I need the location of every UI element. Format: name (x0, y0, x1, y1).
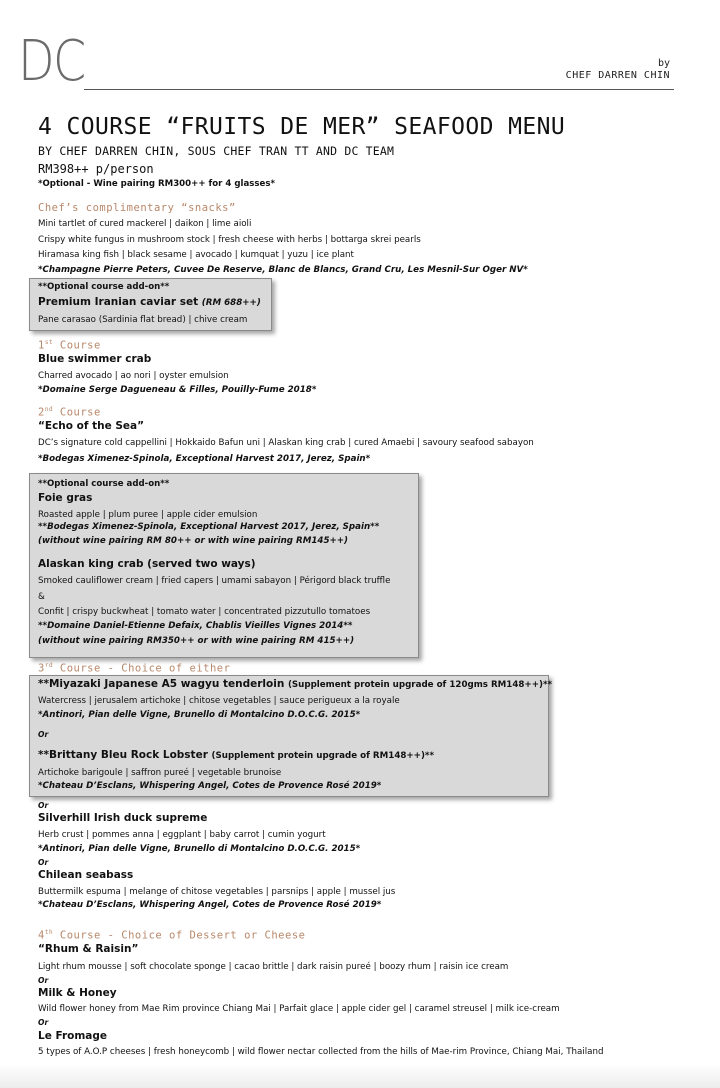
caviar-desc: Pane carasao (Sardinia flat bread) | chive cream (38, 315, 248, 325)
course1-heading (38, 339, 101, 352)
seabass-wine: *Chateau D’Esclans, Whispering Angel, Cotes de Provence Rosé 2019* (38, 900, 382, 910)
foie-gras-price: (without wine pairing RM 80++ or with wine pairing RM145++) (38, 536, 349, 546)
course-label: Course (53, 339, 101, 352)
chef-name: CHEF DARREN CHIN (565, 70, 670, 81)
course3-heading (38, 662, 230, 675)
menu-title: 4 COURSE “FRUITS DE MER” SEAFOOD MENU (38, 114, 566, 140)
by-text: by (657, 58, 670, 69)
or-separator: Or (38, 858, 49, 867)
wagyu-name: **Miyazaki Japanese A5 wagyu tenderloin (38, 678, 285, 690)
or-separator: Or (38, 976, 49, 985)
course1-wine: *Domaine Serge Dagueneau & Filles, Pouilly-Fume 2018* (38, 385, 317, 395)
course-suffix: th (44, 929, 54, 936)
course-label: Course (53, 406, 101, 419)
dessert-le-fromage-desc: 5 types of A.O.P cheeses | fresh honeycomb | wild flower nectar collected from the hills of Mae-rim Province, Chiang Mai, Thailand (38, 1047, 604, 1057)
caviar-price: (RM 688++) (201, 298, 261, 308)
foie-gras-wine: **Bodegas Ximenez-Spinola, Exceptional Harvest 2017, Jerez, Spain** (38, 522, 380, 532)
or-separator: Or (38, 730, 49, 739)
duck-dish: Silverhill Irish duck supreme (38, 812, 208, 824)
snack-item: Mini tartlet of cured mackerel | daikon | lime aioli (38, 219, 252, 229)
duck-wine: *Antinori, Pian delle Vigne, Brunello di Montalcino D.O.C.G. 2015* (38, 844, 361, 854)
course2-heading (38, 406, 101, 419)
seabass-desc: Buttermilk espuma | melange of chitose vegetables | parsnips | apple | mussel jus (38, 887, 396, 897)
foie-gras-dish: Foie gras (38, 492, 93, 504)
king-crab-confit: Confit | crispy buckwheat | tomato water | concentrated pizzutullo tomatoes (38, 607, 371, 617)
menu-price: RM398++ p/person (38, 162, 154, 176)
snack-item: Crispy white fungus in mushroom stock | fresh cheese with herbs | bottarga skrei pearls (38, 235, 421, 245)
lobster-name: **Brittany Bleu Rock Lobster (38, 749, 208, 761)
snacks-wine: *Champagne Pierre Peters, Cuvee De Reserve, Blanc de Blancs, Grand Cru, Les Mesnil-Sur Oger NV* (38, 265, 528, 275)
king-crab-price: (without wine pairing RM350++ or with wine pairing RM 415++) (38, 636, 355, 646)
wagyu-supplement: (Supplement protein upgrade of 120gms RM148++)** (287, 680, 553, 690)
addon-label: **Optional course add-on** (38, 479, 170, 489)
foie-gras-desc: Roasted apple | plum puree | apple cider emulsion (38, 510, 258, 520)
lobster-wine: *Chateau D’Esclans, Whispering Angel, Cotes de Provence Rosé 2019* (38, 781, 382, 791)
snack-item: Hiramasa king fish | black sesame | avocado | kumquat | yuzu | ice plant (38, 250, 354, 260)
wagyu-wine: *Antinori, Pian delle Vigne, Brunello di Montalcino D.O.C.G. 2015* (38, 710, 361, 720)
duck-desc: Herb crust | pommes anna | eggplant | baby carrot | cumin yogurt (38, 830, 326, 840)
course-number: 4 (38, 929, 45, 942)
course-label: Course - Choice of either (53, 662, 231, 675)
header-rule (84, 89, 674, 90)
king-crab-desc: Smoked cauliflower cream | fried capers | umami sabayon | Périgord black truffle (38, 576, 391, 586)
page-bottom-shadow (0, 1064, 720, 1088)
course2-dish: “Echo of the Sea” (38, 420, 145, 432)
dessert-rhum-raisin-desc: Light rhum mousse | soft chocolate sponge | cacao brittle | dark raisin pureé | boozy rhum | raisin ice cream (38, 962, 509, 972)
wine-pairing-note: *Optional - Wine pairing RM300++ for 4 glasses* (38, 179, 275, 189)
seabass-dish: Chilean seabass (38, 869, 134, 881)
course-number: 1 (38, 339, 45, 352)
caviar-dish-name: Premium Iranian caviar set (38, 296, 199, 308)
snacks-heading: Chef’s complimentary “snacks” (38, 202, 236, 214)
dc-logo: DC (18, 29, 85, 94)
course1-desc: Charred avocado | ao nori | oyster emulsion (38, 371, 229, 381)
wagyu-dish (38, 678, 552, 690)
lobster-dish (38, 749, 434, 761)
chef-credit (566, 58, 670, 82)
course-label: Course - Choice of Dessert or Cheese (53, 929, 306, 942)
king-crab-dish: Alaskan king crab (served two ways) (38, 558, 256, 570)
lobster-supplement: (Supplement protein upgrade of RM148++)** (211, 751, 435, 761)
caviar-dish (38, 296, 261, 308)
dessert-rhum-raisin: “Rhum & Raisin” (38, 943, 139, 955)
dessert-milk-honey-desc: Wild flower honey from Mae Rim province Chiang Mai | Parfait glace | apple cider gel | caramel streusel | milk ice-cream (38, 1004, 560, 1014)
or-separator: Or (38, 1018, 49, 1027)
wagyu-desc: Watercress | jerusalem artichoke | chitose vegetables | sauce perigueux a la royale (38, 696, 400, 706)
course3-upgrade-box (29, 675, 549, 797)
course2-wine: *Bodegas Ximenez-Spinola, Exceptional Harvest 2017, Jerez, Spain* (38, 454, 371, 464)
course-suffix: nd (44, 406, 54, 413)
course-number: 2 (38, 406, 45, 419)
course4-heading (38, 929, 305, 942)
addon-label: **Optional course add-on** (38, 282, 170, 292)
or-separator: Or (38, 801, 49, 810)
menu-byline: BY CHEF DARREN CHIN, SOUS CHEF TRAN TT AND DC TEAM (38, 144, 395, 158)
dessert-milk-honey: Milk & Honey (38, 987, 117, 999)
lobster-desc: Artichoke barigoule | saffron pureé | vegetable brunoise (38, 768, 282, 778)
king-crab-amp: & (38, 592, 45, 602)
course2-desc: DC’s signature cold cappellini | Hokkaido Bafun uni | Alaskan king crab | cured Amaebi | savoury seafood sabayon (38, 438, 534, 448)
course-suffix: st (44, 339, 54, 346)
king-crab-wine: **Domaine Daniel-Etienne Defaix, Chablis Vieilles Vignes 2014** (38, 621, 353, 631)
course-number: 3 (38, 662, 45, 675)
dessert-le-fromage: Le Fromage (38, 1030, 108, 1042)
course-suffix: rd (44, 662, 54, 669)
course1-dish: Blue swimmer crab (38, 353, 152, 365)
